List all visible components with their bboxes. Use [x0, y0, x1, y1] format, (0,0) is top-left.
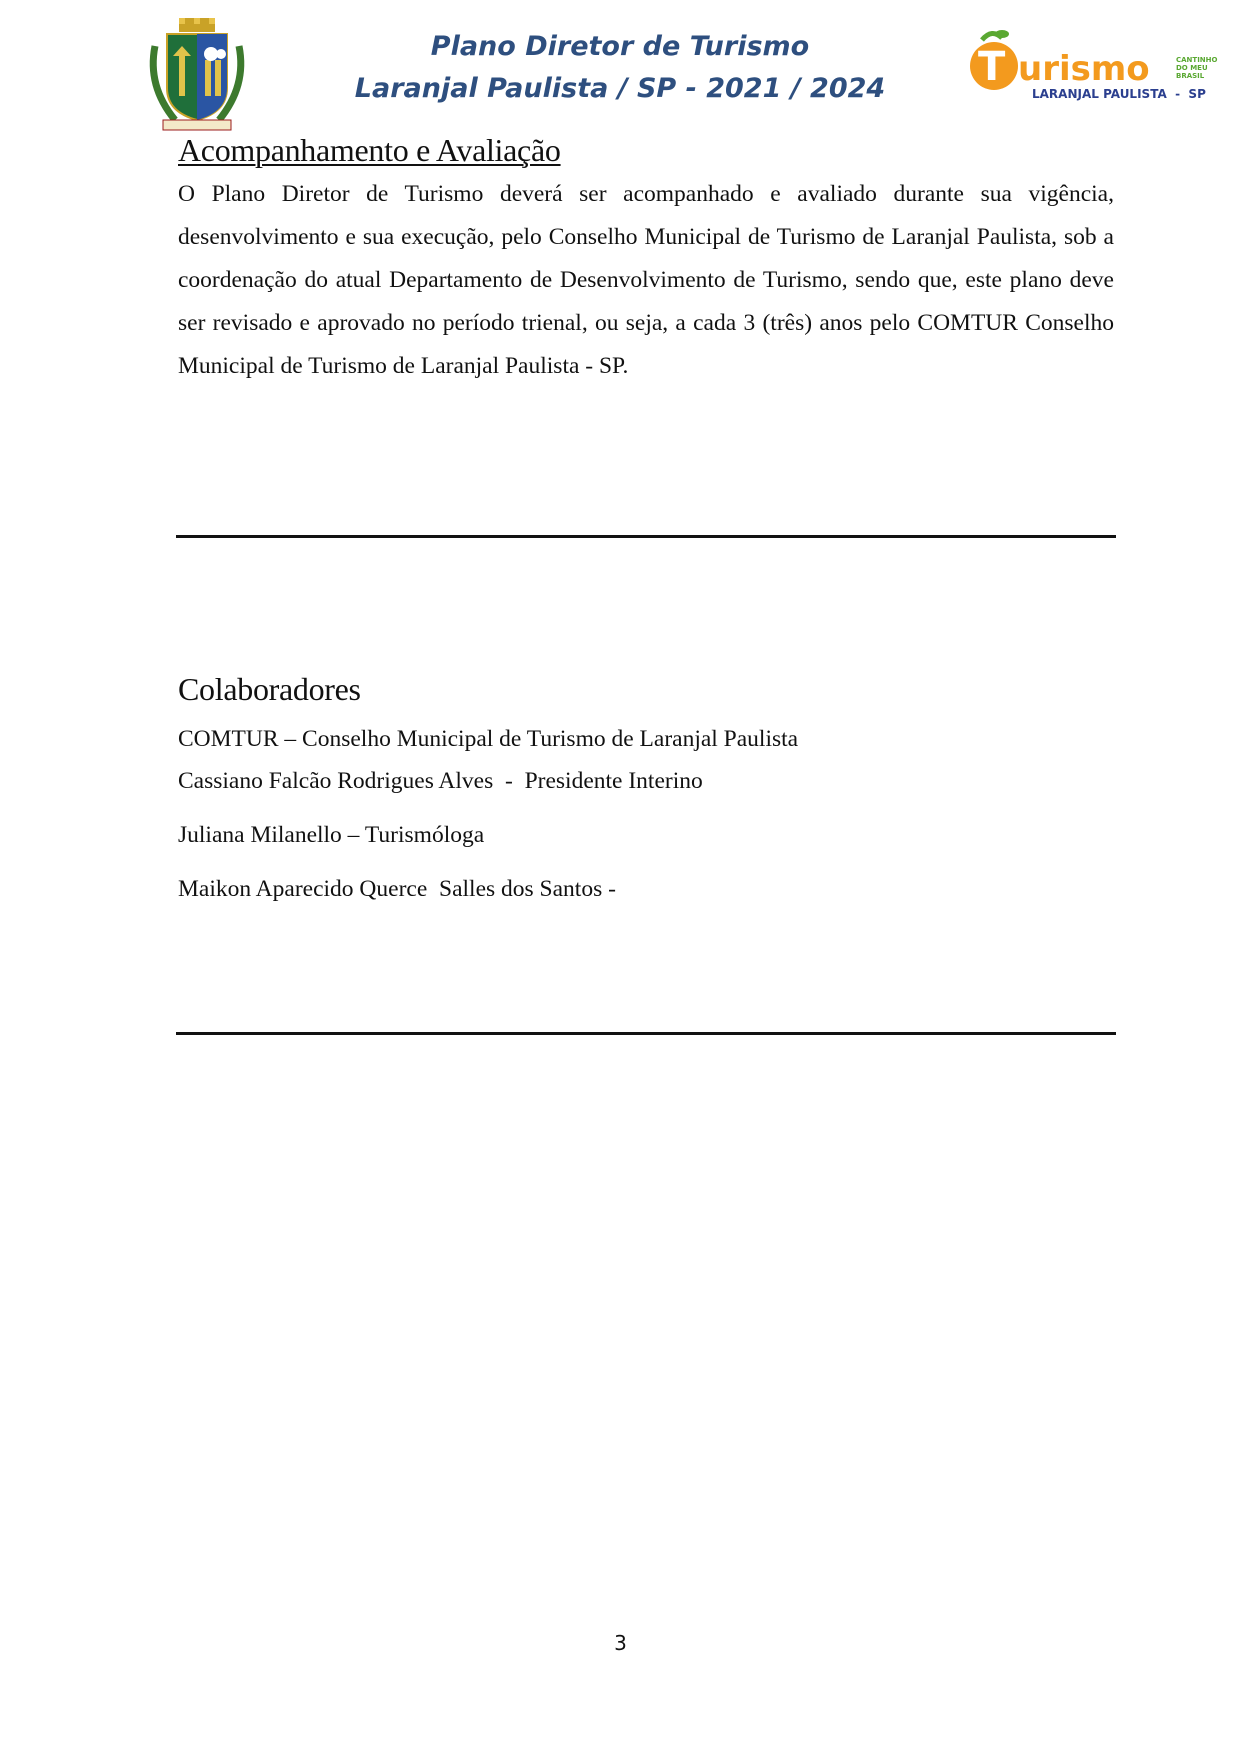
section-heading-evaluation: Acompanhamento e Avaliação	[178, 132, 561, 168]
section-evaluation	[178, 132, 1114, 388]
page-number: 3	[614, 1631, 627, 1655]
section-heading-collaborators: Colaboradores	[178, 671, 361, 707]
collaborator-line: Maikon Aparecido Querce Salles dos Santos -	[178, 876, 616, 902]
logo-tagline-3: BRASIL	[1176, 72, 1205, 80]
collaborator-line: COMTUR – Conselho Municipal de Turismo de Laranjal Paulista	[178, 726, 799, 752]
collaborator-line: Juliana Milanello – Turismóloga	[178, 822, 485, 848]
logo-tagline-2: DO MEU	[1176, 64, 1208, 72]
evaluation-paragraph: O Plano Diretor de Turismo deverá ser acompanhado e avaliado durante sua vigência, desenvolvimento e sua execução, pelo Conselho Municipal de Turismo de Laranjal Paulista, sob a coordenação do atual Departamento de Desenvolvimento de Turismo, sendo que, este plano deve ser revisado e aprovado no período trienal, ou seja, a cada 3 (três) anos pelo COMTUR Conselho Municipal de Turismo de Laranjal Paulista - SP.	[178, 181, 1114, 379]
section-divider-2	[176, 1032, 1116, 1035]
coat-of-arms-icon	[145, 16, 249, 134]
turismo-logo-icon	[968, 24, 1218, 108]
logo-tagline-1: CANTINHO	[1176, 56, 1218, 64]
section-collaborators	[178, 671, 1114, 904]
header-title-line2: Laranjal Paulista / SP - 2021 / 2024	[354, 73, 886, 104]
logo-place: LARANJAL PAULISTA - SP	[1032, 87, 1206, 101]
header-title	[340, 26, 900, 110]
section-divider-1	[176, 535, 1116, 538]
collaborator-line: Cassiano Falcão Rodrigues Alves - Presidente Interino	[178, 768, 703, 794]
logo-word-rest: urismo	[1018, 49, 1150, 89]
header-title-line1: Plano Diretor de Turismo	[430, 31, 810, 62]
logo-word-initial: T	[978, 44, 1006, 90]
